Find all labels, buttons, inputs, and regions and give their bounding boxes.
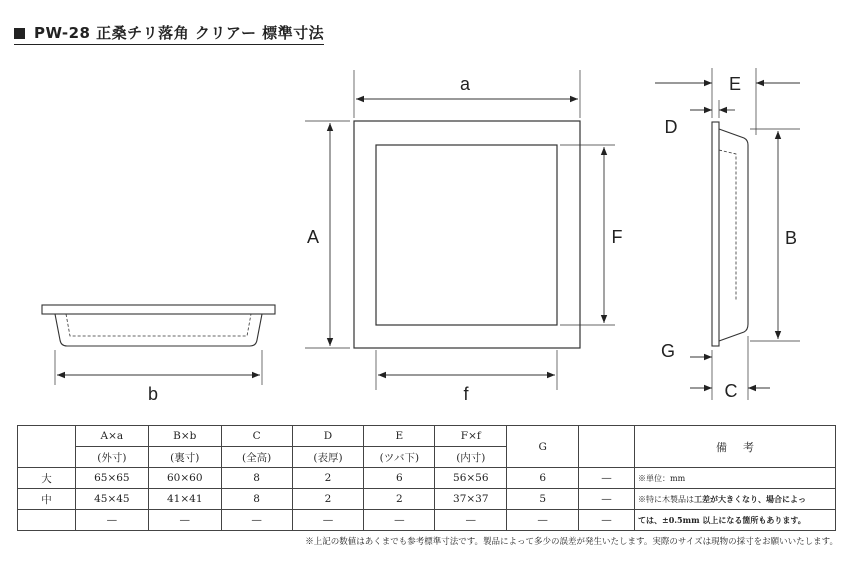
table-cell: — [221, 510, 292, 531]
note-unit: ※単位：mm [635, 468, 836, 489]
header-cell: B×b [148, 426, 221, 447]
label-G: G [660, 341, 676, 361]
note-tolerance-cont: ては、±0.5mm 以上になる箇所もあります。 [635, 510, 836, 531]
note-tolerance-pre: ※特に木製品は [638, 494, 694, 504]
table-cell [18, 510, 76, 531]
table-cell: 2 [292, 489, 364, 510]
table-cell: 2 [292, 468, 364, 489]
side-flange [712, 122, 719, 346]
label-A: A [306, 227, 320, 247]
label-C: C [724, 381, 738, 401]
label-E: E [728, 74, 742, 94]
label-D: D [664, 117, 678, 137]
table-cell: 2 [364, 489, 435, 510]
table-cell: 6 [507, 468, 579, 489]
header-cell: G [507, 426, 579, 468]
header-subcell: (裏寸) [148, 447, 221, 468]
label-a: a [459, 74, 471, 94]
dimension-table [17, 425, 836, 531]
table-cell: — [579, 489, 635, 510]
table-cell: 8 [221, 489, 292, 510]
header-subcell: (ツバ下) [364, 447, 435, 468]
table-cell: 5 [507, 489, 579, 510]
label-b: b [147, 384, 159, 404]
table-cell: 41×41 [148, 489, 221, 510]
table-cell: — [507, 510, 579, 531]
header-subcell: (全高) [221, 447, 292, 468]
table-cell: — [292, 510, 364, 531]
table-cell: 37×37 [435, 489, 507, 510]
table-cell: — [579, 468, 635, 489]
table-row [18, 510, 836, 531]
bottom-hidden-line [66, 314, 251, 336]
table-cell: 8 [221, 468, 292, 489]
table-row [18, 489, 836, 510]
header-subcell: (内寸) [435, 447, 507, 468]
table-cell: — [579, 510, 635, 531]
label-B: B [784, 228, 798, 248]
table-header-row [18, 426, 836, 447]
header-cell [18, 426, 76, 468]
header-subcell: (外寸) [75, 447, 148, 468]
title-text: PW-28 正桑チリ落角 クリアー 標準寸法 [34, 24, 325, 42]
footnote: ※上記の数値はあくまでも参考標準寸法です。製品によって多少の誤差が発生いたします。実際のサイズは現物の採寸をお願いいたします。 [305, 537, 838, 547]
side-body [719, 129, 748, 341]
table-cell: — [75, 510, 148, 531]
remarks-header: 備考 [635, 426, 836, 468]
front-view [305, 70, 615, 390]
table-cell: — [364, 510, 435, 531]
table-cell: 大 [18, 468, 76, 489]
header-cell: E [364, 426, 435, 447]
table-cell: 65×65 [75, 468, 148, 489]
bottom-view [42, 305, 275, 385]
header-cell [579, 426, 635, 468]
label-F: F [611, 227, 623, 247]
table-row [18, 468, 836, 489]
table-cell: 45×45 [75, 489, 148, 510]
note-tolerance-bold: 工差が大きくなり、場合によっ [694, 493, 806, 504]
bottom-flange [42, 305, 275, 314]
header-cell: D [292, 426, 364, 447]
table-cell: 6 [364, 468, 435, 489]
bottom-body [55, 314, 262, 346]
table-cell: 60×60 [148, 468, 221, 489]
header-cell: A×a [75, 426, 148, 447]
header-cell: C [221, 426, 292, 447]
outer-frame [354, 121, 580, 348]
table-cell: — [435, 510, 507, 531]
table-cell: 中 [18, 489, 76, 510]
note-tolerance [635, 489, 836, 510]
inner-opening [376, 145, 557, 325]
side-hidden-line [719, 150, 736, 300]
table-cell: 56×56 [435, 468, 507, 489]
table-cell: — [148, 510, 221, 531]
header-cell: F×f [435, 426, 507, 447]
label-f: f [463, 384, 469, 404]
header-subcell: (表厚) [292, 447, 364, 468]
